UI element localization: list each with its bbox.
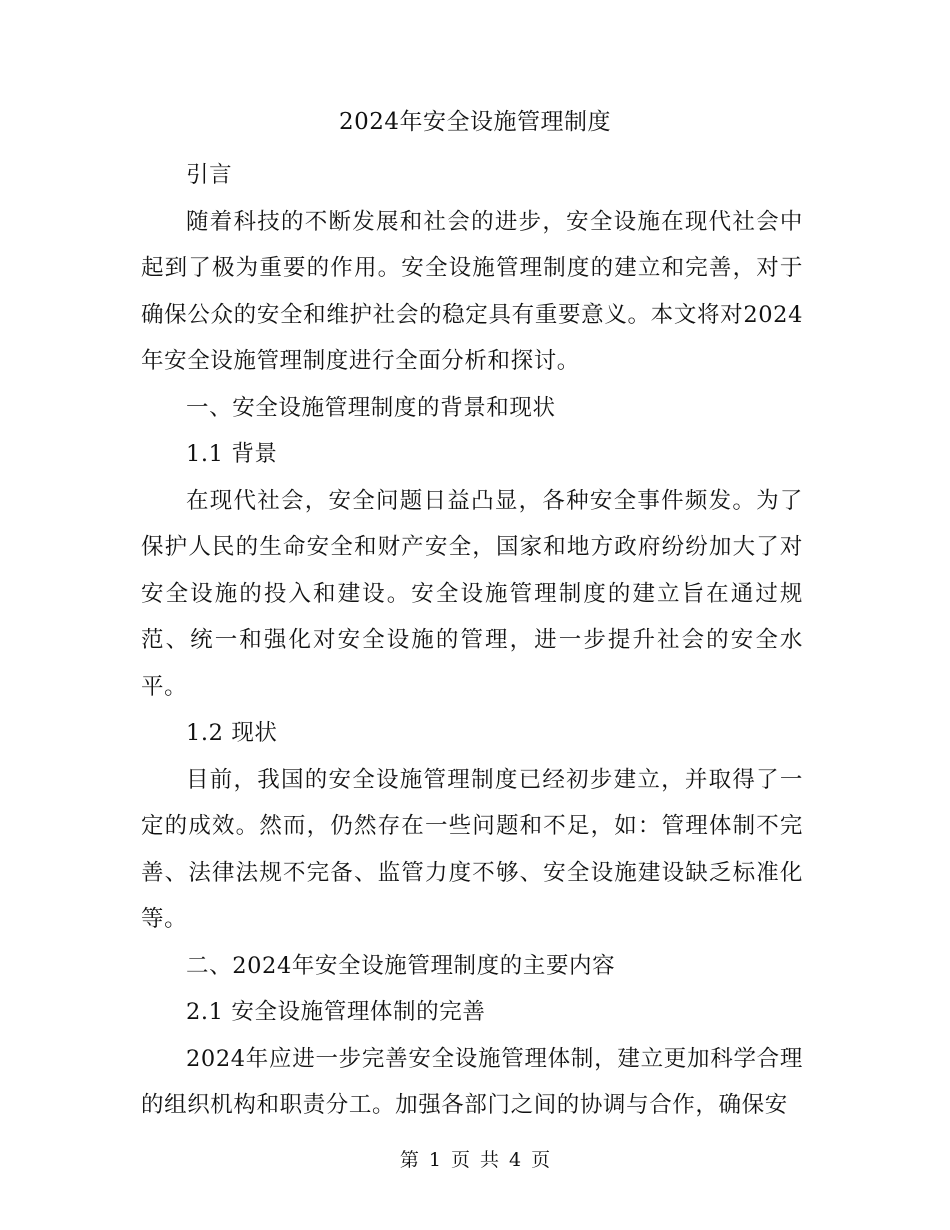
paragraph-management-system: 2024年应进一步完善安全设施管理体制，建立更加科学合理的组织机构和职责分工。加强各部门之间的协调与合作，确保安: [141, 1045, 803, 1118]
document-title: 2024年安全设施管理制度: [338, 109, 612, 135]
document-body: [141, 152, 803, 1129]
paragraph-background: 在现代社会，安全问题日益凸显，各种安全事件频发。为了保护人民的生命安全和财产安全，国家和地方政府纷纷加大了对安全设施的投入和建设。安全设施管理制度的建立旨在通过规范、统一和强化对安全设施的管理，进一步提升社会的安全水平。: [141, 487, 803, 700]
section-heading-2: 二、2024年安全设施管理制度的主要内容: [186, 952, 616, 979]
subsection-heading-2-1: 2.1 安全设施管理体制的完善: [186, 999, 486, 1025]
paragraph-status: 目前，我国的安全设施管理制度已经初步建立，并取得了一定的成效。然而，仍然存在一些问题和不足，如：管理体制不完善、法律法规不完备、监管力度不够、安全设施建设缺乏标准化等。: [141, 766, 803, 932]
paragraph-intro-text: 随着科技的不断发展和社会的进步，安全设施在现代社会中起到了极为重要的作用。安全设施管理制度的建立和完善，对于确保公众的安全和维护社会的稳定具有重要意义。本文将对2024年安全设施管理制度进行全面分析和探讨。: [141, 208, 803, 374]
subsection-heading-1-1: 1.1 背景: [186, 441, 278, 467]
paragraph-intro-heading: 引言: [186, 162, 233, 188]
subsection-heading-1-2: 1.2 现状: [186, 720, 278, 746]
page-footer: 第 1 页 共 4 页: [399, 1149, 551, 1171]
section-heading-1: 一、安全设施管理制度的背景和现状: [186, 394, 556, 421]
